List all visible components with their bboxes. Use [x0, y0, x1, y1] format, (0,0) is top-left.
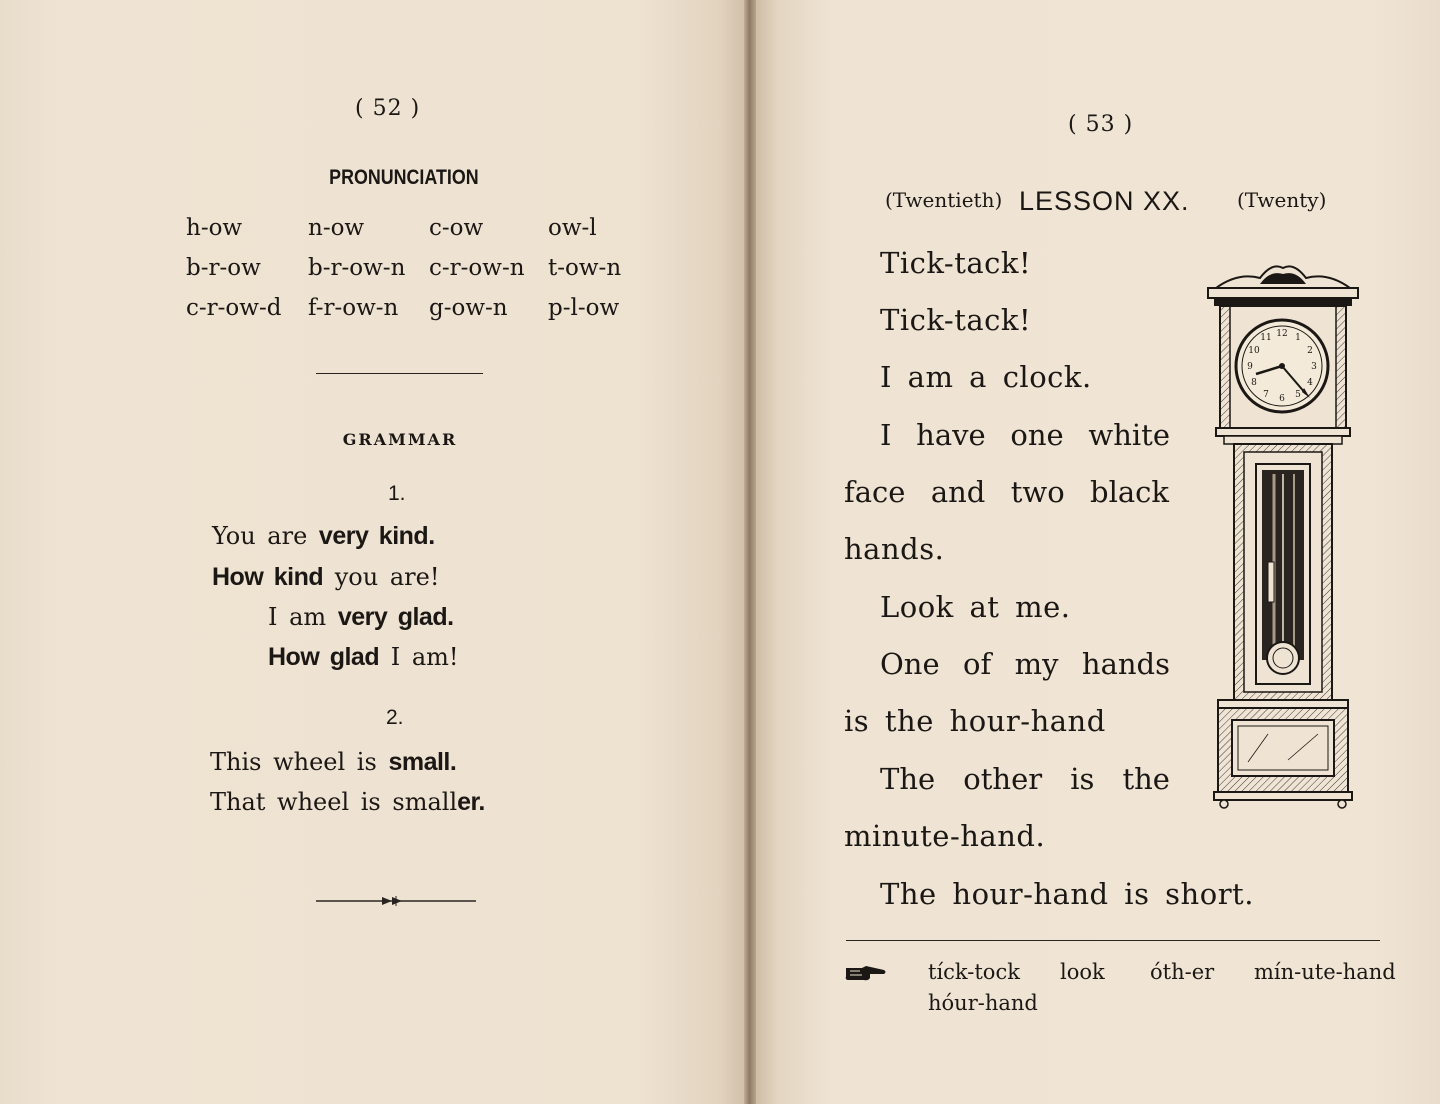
clock-numeral: 9: [1247, 362, 1253, 372]
lesson-text-line-2: Tick-tack!: [880, 303, 1032, 337]
lesson-title: LESSON XX.: [1019, 186, 1190, 216]
pron-cell: f-r-ow-n: [308, 295, 399, 321]
grammar-heading: GRAMMAR: [342, 430, 458, 449]
clock-numeral: 5: [1295, 390, 1301, 400]
grammar-line-6: That wheel is smaller.: [210, 788, 485, 816]
grammar-line-1: You are very kind.: [212, 522, 435, 550]
vocab-word: mín-ute-hand: [1254, 960, 1396, 984]
grammar-line-5: This wheel is small.: [210, 748, 457, 776]
grammar-line-2: How kind you are!: [212, 563, 440, 591]
grammar-line-4: How glad I am!: [268, 643, 459, 671]
clock-numeral: 7: [1263, 390, 1269, 400]
table-row: [186, 288, 621, 328]
clock-numeral: 6: [1279, 394, 1285, 404]
clock-numeral: 10: [1248, 346, 1260, 356]
section-divider: [316, 373, 483, 374]
lesson-cardinal-note: (Twenty): [1237, 188, 1327, 212]
clock-numeral: 3: [1311, 362, 1317, 372]
book-spine: [744, 0, 756, 1104]
pron-cell: g-ow-n: [429, 295, 508, 321]
lesson-text-line-10: The other is the: [880, 762, 1170, 796]
clock-numeral: 11: [1260, 333, 1272, 343]
pron-cell: b-r-ow-n: [308, 255, 406, 281]
clock-numeral: 2: [1307, 346, 1313, 356]
lesson-text-line-1: Tick-tack!: [880, 246, 1032, 280]
clock-numeral: 8: [1251, 378, 1257, 388]
pronunciation-heading: PRONUNCIATION: [329, 166, 479, 189]
page-number-right: ( 53 ): [1068, 112, 1134, 137]
page-number-left: ( 52 ): [355, 96, 421, 121]
pron-cell: b-r-ow: [186, 255, 261, 281]
pron-cell: p-l-ow: [548, 295, 620, 321]
pron-cell: h-ow: [186, 215, 243, 241]
clock-numeral: 1: [1295, 333, 1301, 343]
lesson-text-line-4: I have one white: [880, 418, 1170, 452]
lesson-text-line-3: I am a clock.: [880, 360, 1092, 394]
vocab-word: look: [1060, 960, 1105, 984]
grandfather-clock-illustration: [1198, 262, 1368, 810]
clock-numeral: 4: [1307, 378, 1313, 388]
grammar-number-2: 2.: [386, 706, 404, 729]
lesson-text-line-12: The hour-hand is short.: [880, 877, 1254, 911]
lesson-text-line-9: is the hour-hand: [844, 704, 1106, 738]
clock-numeral: 12: [1276, 329, 1288, 339]
table-row: [186, 208, 621, 248]
pron-cell: n-ow: [308, 215, 365, 241]
pronunciation-table: [186, 208, 621, 328]
lesson-text-line-7: Look at me.: [880, 590, 1071, 624]
ornamental-divider: [316, 894, 476, 908]
pointing-hand-icon: [844, 962, 888, 984]
lesson-text-line-6: hands.: [844, 532, 945, 566]
pron-cell: c-r-ow-n: [429, 255, 525, 281]
vocabulary-line-2: hóur-hand: [928, 991, 1038, 1015]
vocabulary-divider: [846, 940, 1380, 941]
table-row: [186, 248, 621, 288]
lesson-text-line-8: One of my hands: [880, 647, 1170, 681]
lesson-text-line-5: face and two black: [844, 475, 1169, 509]
pron-cell: ow-l: [548, 215, 597, 241]
pron-cell: c-r-ow-d: [186, 295, 282, 321]
lesson-ordinal-note: (Twentieth): [885, 188, 1003, 212]
grammar-number-1: 1.: [388, 482, 406, 505]
grammar-line-3: I am very glad.: [268, 603, 454, 631]
pron-cell: t-ow-n: [548, 255, 622, 281]
vocab-word: óth-er: [1150, 960, 1215, 984]
pron-cell: c-ow: [429, 215, 484, 241]
vocab-word: tíck-tock: [928, 960, 1020, 984]
lesson-text-line-11: minute-hand.: [844, 819, 1046, 853]
